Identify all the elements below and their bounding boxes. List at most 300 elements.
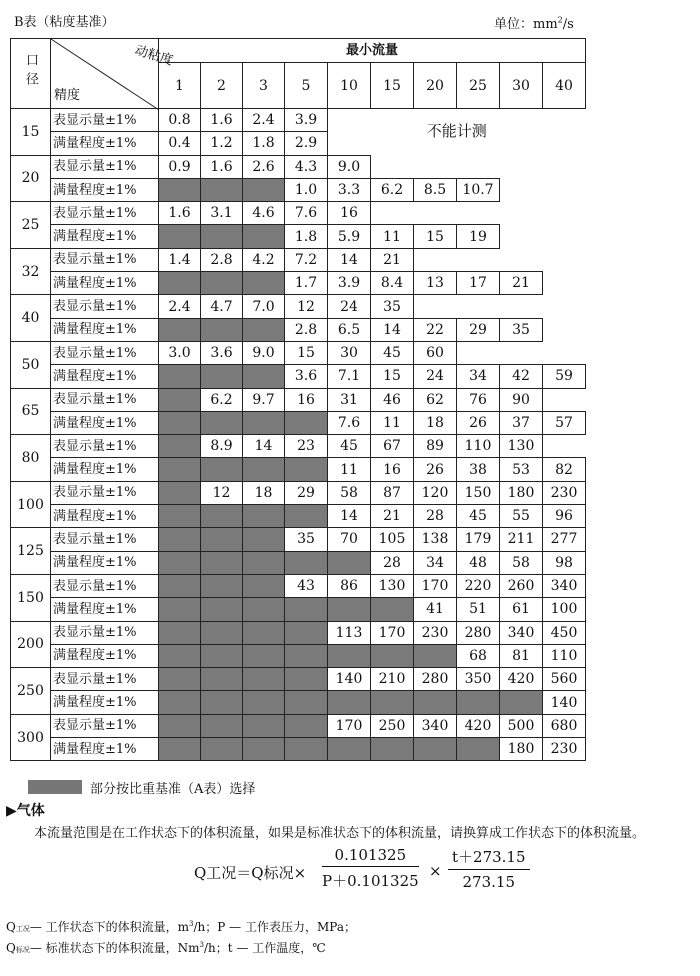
min-flow-cell: 113 — [328, 621, 371, 644]
min-flow-cell: 7.6 — [328, 411, 371, 434]
partial-cell — [159, 551, 201, 574]
min-flow-cell: 10.7 — [457, 178, 500, 201]
partial-cell — [159, 574, 201, 597]
min-flow-cell: 15 — [414, 225, 457, 248]
empty-cell — [543, 155, 586, 178]
table-row — [11, 714, 586, 737]
min-flow-cell: 170 — [328, 714, 371, 737]
partial-cell — [201, 411, 243, 434]
viscosity-col-header: 40 — [543, 63, 586, 109]
min-flow-cell: 81 — [500, 644, 543, 667]
partial-cell — [285, 714, 328, 737]
min-flow-cell: 96 — [543, 505, 586, 528]
diameter-cell: 300 — [11, 714, 51, 761]
viscosity-col-header: 10 — [328, 63, 371, 109]
min-flow-cell: 51 — [457, 598, 500, 621]
min-flow-cell: 340 — [414, 714, 457, 737]
min-flow-cell: 8.5 — [414, 178, 457, 201]
table-row — [11, 458, 586, 481]
min-flow-cell: 3.3 — [328, 178, 371, 201]
min-flow-cell: 680 — [543, 714, 586, 737]
viscosity-col-header: 25 — [457, 63, 500, 109]
fraction-temperature — [448, 846, 530, 891]
partial-cell — [328, 551, 371, 574]
precision-label: 表显示量±1% — [51, 621, 159, 644]
partial-cell — [243, 458, 285, 481]
min-flow-cell: 29 — [457, 318, 500, 341]
table-row — [11, 574, 586, 597]
fraction-pressure-numerator: 0.101325 — [322, 846, 419, 867]
min-flow-cell: 48 — [457, 551, 500, 574]
partial-cell — [159, 714, 201, 737]
viscosity-col-header: 20 — [414, 63, 457, 109]
partial-cell — [285, 598, 328, 621]
partial-cell — [243, 644, 285, 667]
empty-cell — [543, 388, 586, 411]
partial-cell — [457, 738, 500, 761]
min-flow-cell: 21 — [500, 272, 543, 295]
min-flow-cell: 211 — [500, 528, 543, 551]
gas-description: 本流量范围是在工作状态下的体积流量，如果是标准状态下的体积流量，请换算成工作状态下的体积流量。 — [34, 826, 646, 841]
min-flow-cell: 43 — [285, 574, 328, 597]
min-flow-cell: 26 — [414, 458, 457, 481]
min-flow-cell: 11 — [371, 411, 414, 434]
min-flow-cell: 14 — [243, 435, 285, 458]
partial-cell — [159, 644, 201, 667]
partial-cell — [371, 598, 414, 621]
partial-cell — [159, 272, 201, 295]
precision-label: 表显示量±1% — [51, 528, 159, 551]
min-flow-cell: 38 — [457, 458, 500, 481]
min-flow-cell: 230 — [543, 481, 586, 504]
min-flow-cell: 350 — [457, 668, 500, 691]
precision-label: 满量程度±1% — [51, 132, 159, 155]
table-row — [11, 318, 586, 341]
min-flow-cell: 140 — [328, 668, 371, 691]
min-flow-cell: 7.2 — [285, 248, 328, 271]
partial-cell — [243, 411, 285, 434]
precision-label: 满量程度±1% — [51, 691, 159, 714]
min-flow-cell: 1.6 — [201, 109, 243, 132]
diameter-header: 口径 — [11, 39, 51, 109]
partial-cell — [243, 668, 285, 691]
partial-cell — [285, 505, 328, 528]
partial-cell — [201, 574, 243, 597]
partial-cell — [457, 691, 500, 714]
min-flow-cell: 12 — [201, 481, 243, 504]
fraction-pressure — [322, 846, 419, 891]
table-row — [11, 598, 586, 621]
empty-cell — [414, 295, 457, 318]
partial-cell — [243, 598, 285, 621]
min-flow-cell: 2.4 — [243, 109, 285, 132]
min-flow-cell: 14 — [328, 505, 371, 528]
fraction-temperature-numerator: t＋273.15 — [448, 846, 530, 870]
min-flow-cell: 14 — [328, 248, 371, 271]
diameter-cell: 15 — [11, 109, 51, 156]
min-flow-cell: 68 — [457, 644, 500, 667]
min-flow-cell: 7.6 — [285, 202, 328, 225]
partial-cell — [201, 528, 243, 551]
precision-label: 满量程度±1% — [51, 458, 159, 481]
min-flow-cell: 18 — [243, 481, 285, 504]
table-row — [11, 178, 586, 201]
min-flow-cell: 53 — [500, 458, 543, 481]
min-flow-cell: 45 — [457, 505, 500, 528]
diameter-cell: 80 — [11, 435, 51, 482]
min-flow-cell: 19 — [457, 225, 500, 248]
partial-cell — [159, 458, 201, 481]
partial-cell — [159, 505, 201, 528]
min-flow-cell: 150 — [457, 481, 500, 504]
min-flow-cell: 16 — [285, 388, 328, 411]
fraction-pressure-denominator: P＋0.101325 — [322, 872, 419, 890]
viscosity-col-header: 30 — [500, 63, 543, 109]
min-flow-cell: 16 — [328, 202, 371, 225]
partial-cell — [243, 272, 285, 295]
min-flow-cell: 110 — [543, 644, 586, 667]
diameter-cell: 50 — [11, 341, 51, 388]
empty-cell — [543, 341, 586, 364]
min-flow-cell: 2.8 — [285, 318, 328, 341]
precision-label: 表显示量±1% — [51, 714, 159, 737]
legend-label: 部分按比重基准（A表）选择 — [90, 782, 256, 797]
min-flow-cell: 9.0 — [328, 155, 371, 178]
min-flow-cell: 210 — [371, 668, 414, 691]
empty-cell — [500, 248, 543, 271]
precision-label: 表显示量±1% — [51, 388, 159, 411]
min-flow-cell: 6.2 — [201, 388, 243, 411]
min-flow-cell: 22 — [414, 318, 457, 341]
empty-cell — [457, 248, 500, 271]
min-flow-cell: 105 — [371, 528, 414, 551]
min-flow-cell: 26 — [457, 411, 500, 434]
min-flow-cell: 0.9 — [159, 155, 201, 178]
table-row — [11, 644, 586, 667]
partial-cell — [201, 644, 243, 667]
min-flow-cell: 24 — [328, 295, 371, 318]
partial-cell — [201, 505, 243, 528]
unit-label — [494, 13, 574, 32]
precision-label: 满量程度±1% — [51, 551, 159, 574]
empty-cell — [414, 155, 457, 178]
min-flow-cell: 260 — [500, 574, 543, 597]
table-row — [11, 155, 586, 178]
document-title: B表（粘度基准） — [14, 15, 115, 30]
viscosity-col-header: 5 — [285, 63, 328, 109]
partial-cell — [201, 272, 243, 295]
min-flow-cell: 21 — [371, 505, 414, 528]
table-row — [11, 202, 586, 225]
empty-cell — [543, 272, 586, 295]
min-flow-cell: 3.9 — [328, 272, 371, 295]
empty-cell — [457, 202, 500, 225]
diameter-cell: 25 — [11, 202, 51, 249]
gas-heading: ▶气体 — [6, 803, 45, 819]
partial-cell — [285, 551, 328, 574]
min-flow-cell: 13 — [414, 272, 457, 295]
min-flow-cell: 4.7 — [201, 295, 243, 318]
min-flow-cell: 58 — [500, 551, 543, 574]
partial-cell — [243, 178, 285, 201]
partial-cell — [243, 505, 285, 528]
precision-label: 满量程度±1% — [51, 272, 159, 295]
min-flow-cell: 8.4 — [371, 272, 414, 295]
min-flow-cell: 17 — [457, 272, 500, 295]
min-flow-cell: 45 — [371, 341, 414, 364]
precision-label: 满量程度±1% — [51, 598, 159, 621]
min-flow-cell: 16 — [371, 458, 414, 481]
min-flow-cell: 31 — [328, 388, 371, 411]
min-flow-cell: 9.0 — [243, 341, 285, 364]
min-flow-header: 最小流量 — [159, 39, 586, 63]
table-row — [11, 225, 586, 248]
partial-cell — [243, 318, 285, 341]
min-flow-cell: 8.9 — [201, 435, 243, 458]
precision-label: 满量程度±1% — [51, 738, 159, 761]
note-standard-flow: Q标况— 标准状态下的体积流量，Nm$^3$/h；t — 工作温度，℃ — [6, 941, 326, 955]
empty-cell — [414, 202, 457, 225]
table-row — [11, 272, 586, 295]
precision-label: 满量程度±1% — [51, 178, 159, 201]
min-flow-cell: 5.9 — [328, 225, 371, 248]
partial-cell — [328, 598, 371, 621]
min-flow-cell: 59 — [543, 365, 586, 388]
table-row — [11, 295, 586, 318]
table-row — [11, 738, 586, 761]
note-working-flow: Q工况— 工作状态下的体积流量，$m^3/h$；P — 工作表压力，MPa； — [6, 920, 356, 934]
empty-cell — [543, 435, 586, 458]
min-flow-cell: 14 — [371, 318, 414, 341]
min-flow-cell: 7.0 — [243, 295, 285, 318]
min-flow-cell: 110 — [457, 435, 500, 458]
precision-label: 满量程度±1% — [51, 505, 159, 528]
precision-label: 表显示量±1% — [51, 574, 159, 597]
min-flow-cell: 61 — [500, 598, 543, 621]
min-flow-cell: 90 — [500, 388, 543, 411]
min-flow-cell: 4.2 — [243, 248, 285, 271]
min-flow-cell: 30 — [328, 341, 371, 364]
min-flow-cell: 23 — [285, 435, 328, 458]
min-flow-cell: 34 — [457, 365, 500, 388]
partial-cell — [159, 388, 201, 411]
min-flow-cell: 100 — [543, 598, 586, 621]
min-flow-cell: 1.8 — [285, 225, 328, 248]
min-flow-cell: 70 — [328, 528, 371, 551]
min-flow-cell: 12 — [285, 295, 328, 318]
min-flow-cell: 89 — [414, 435, 457, 458]
precision-label: 表显示量±1% — [51, 668, 159, 691]
table-row — [11, 435, 586, 458]
precision-label: 满量程度±1% — [51, 411, 159, 434]
min-flow-cell: 0.4 — [159, 132, 201, 155]
min-flow-cell: 3.9 — [285, 109, 328, 132]
min-flow-cell: 11 — [371, 225, 414, 248]
min-flow-cell: 24 — [414, 365, 457, 388]
partial-cell — [243, 574, 285, 597]
diameter-cell: 100 — [11, 481, 51, 528]
min-flow-cell: 230 — [414, 621, 457, 644]
min-flow-cell: 420 — [457, 714, 500, 737]
table-row — [11, 388, 586, 411]
partial-cell — [159, 528, 201, 551]
partial-cell — [201, 714, 243, 737]
empty-cell — [457, 295, 500, 318]
min-flow-cell: 1.6 — [201, 155, 243, 178]
partial-cell — [371, 691, 414, 714]
viscosity-col-header: 15 — [371, 63, 414, 109]
precision-label: 满量程度±1% — [51, 225, 159, 248]
min-flow-cell: 11 — [328, 458, 371, 481]
empty-cell — [500, 225, 543, 248]
precision-label: 表显示量±1% — [51, 295, 159, 318]
diameter-cell: 150 — [11, 574, 51, 621]
diameter-cell: 32 — [11, 248, 51, 295]
precision-label: 表显示量±1% — [51, 248, 159, 271]
unit-exponent: 2 — [557, 15, 563, 25]
partial-cell — [159, 481, 201, 504]
partial-cell — [201, 691, 243, 714]
table-row — [11, 341, 586, 364]
min-flow-cell: 34 — [414, 551, 457, 574]
min-flow-cell: 250 — [371, 714, 414, 737]
min-flow-cell: 4.3 — [285, 155, 328, 178]
min-flow-cell: 130 — [371, 574, 414, 597]
min-flow-cell: 60 — [414, 341, 457, 364]
min-flow-cell: 1.2 — [201, 132, 243, 155]
min-flow-cell: 45 — [328, 435, 371, 458]
diameter-cell: 125 — [11, 528, 51, 575]
table-row — [11, 109, 586, 132]
partial-cell — [500, 691, 543, 714]
min-flow-cell: 37 — [500, 411, 543, 434]
empty-cell — [543, 178, 586, 201]
diameter-cell: 65 — [11, 388, 51, 435]
table-row — [11, 411, 586, 434]
precision-header: 精度 — [54, 88, 81, 103]
min-flow-cell: 57 — [543, 411, 586, 434]
precision-label: 表显示量±1% — [51, 435, 159, 458]
min-flow-cell: 500 — [500, 714, 543, 737]
table-row — [11, 691, 586, 714]
partial-cell — [371, 644, 414, 667]
min-flow-cell: 277 — [543, 528, 586, 551]
table-row — [11, 248, 586, 271]
empty-cell — [543, 225, 586, 248]
min-flow-cell: 2.8 — [201, 248, 243, 271]
partial-cell — [201, 365, 243, 388]
partial-cell — [243, 225, 285, 248]
min-flow-cell: 2.6 — [243, 155, 285, 178]
min-flow-cell: 560 — [543, 668, 586, 691]
min-flow-cell: 28 — [371, 551, 414, 574]
empty-cell — [500, 202, 543, 225]
partial-cell — [243, 551, 285, 574]
empty-cell — [371, 202, 414, 225]
min-flow-cell: 3.6 — [201, 341, 243, 364]
partial-cell — [201, 178, 243, 201]
table-row — [11, 481, 586, 504]
empty-cell — [500, 178, 543, 201]
min-flow-cell: 6.2 — [371, 178, 414, 201]
partial-cell — [285, 621, 328, 644]
partial-cell — [159, 318, 201, 341]
precision-label: 满量程度±1% — [51, 644, 159, 667]
partial-cell — [159, 178, 201, 201]
viscosity-col-header: 1 — [159, 63, 201, 109]
partial-cell — [328, 644, 371, 667]
viscosity-header: 动粘度 — [132, 43, 175, 69]
min-flow-cell: 55 — [500, 505, 543, 528]
min-flow-cell: 1.7 — [285, 272, 328, 295]
partial-cell — [243, 714, 285, 737]
precision-label: 表显示量±1% — [51, 155, 159, 178]
precision-label: 表显示量±1% — [51, 202, 159, 225]
min-flow-cell: 2.4 — [159, 295, 201, 318]
min-flow-cell: 7.1 — [328, 365, 371, 388]
partial-cell — [201, 668, 243, 691]
table-row — [11, 528, 586, 551]
partial-cell — [201, 225, 243, 248]
min-flow-cell: 35 — [500, 318, 543, 341]
min-flow-cell: 86 — [328, 574, 371, 597]
min-flow-cell: 21 — [371, 248, 414, 271]
min-flow-cell: 58 — [328, 481, 371, 504]
table-row — [11, 551, 586, 574]
empty-cell — [371, 155, 414, 178]
empty-cell — [414, 248, 457, 271]
partial-cell — [243, 691, 285, 714]
empty-cell — [543, 202, 586, 225]
min-flow-cell: 3.0 — [159, 341, 201, 364]
legend-swatch — [28, 780, 82, 794]
partial-cell — [159, 365, 201, 388]
min-flow-cell: 76 — [457, 388, 500, 411]
empty-cell — [457, 155, 500, 178]
diameter-cell: 20 — [11, 155, 51, 202]
partial-cell — [285, 411, 328, 434]
min-flow-cell: 1.4 — [159, 248, 201, 271]
min-flow-cell: 18 — [414, 411, 457, 434]
table-row — [11, 621, 586, 644]
empty-cell — [500, 295, 543, 318]
flow-range-table — [10, 38, 586, 761]
min-flow-cell: 220 — [457, 574, 500, 597]
partial-cell — [414, 644, 457, 667]
min-flow-cell: 41 — [414, 598, 457, 621]
min-flow-cell: 46 — [371, 388, 414, 411]
min-flow-cell: 1.0 — [285, 178, 328, 201]
partial-cell — [285, 691, 328, 714]
partial-cell — [159, 598, 201, 621]
table-row — [11, 505, 586, 528]
diagonal-header-cell — [51, 39, 175, 109]
diameter-cell: 200 — [11, 621, 51, 668]
empty-cell — [543, 248, 586, 271]
partial-cell — [159, 738, 201, 761]
min-flow-cell: 42 — [500, 365, 543, 388]
formula-times: × — [429, 862, 442, 880]
partial-cell — [201, 738, 243, 761]
partial-cell — [285, 668, 328, 691]
formula-lhs: Q工况＝Q标况× — [194, 864, 307, 882]
partial-cell — [201, 318, 243, 341]
partial-cell — [201, 621, 243, 644]
partial-cell — [243, 621, 285, 644]
min-flow-cell: 15 — [285, 341, 328, 364]
partial-cell — [243, 738, 285, 761]
partial-cell — [159, 225, 201, 248]
